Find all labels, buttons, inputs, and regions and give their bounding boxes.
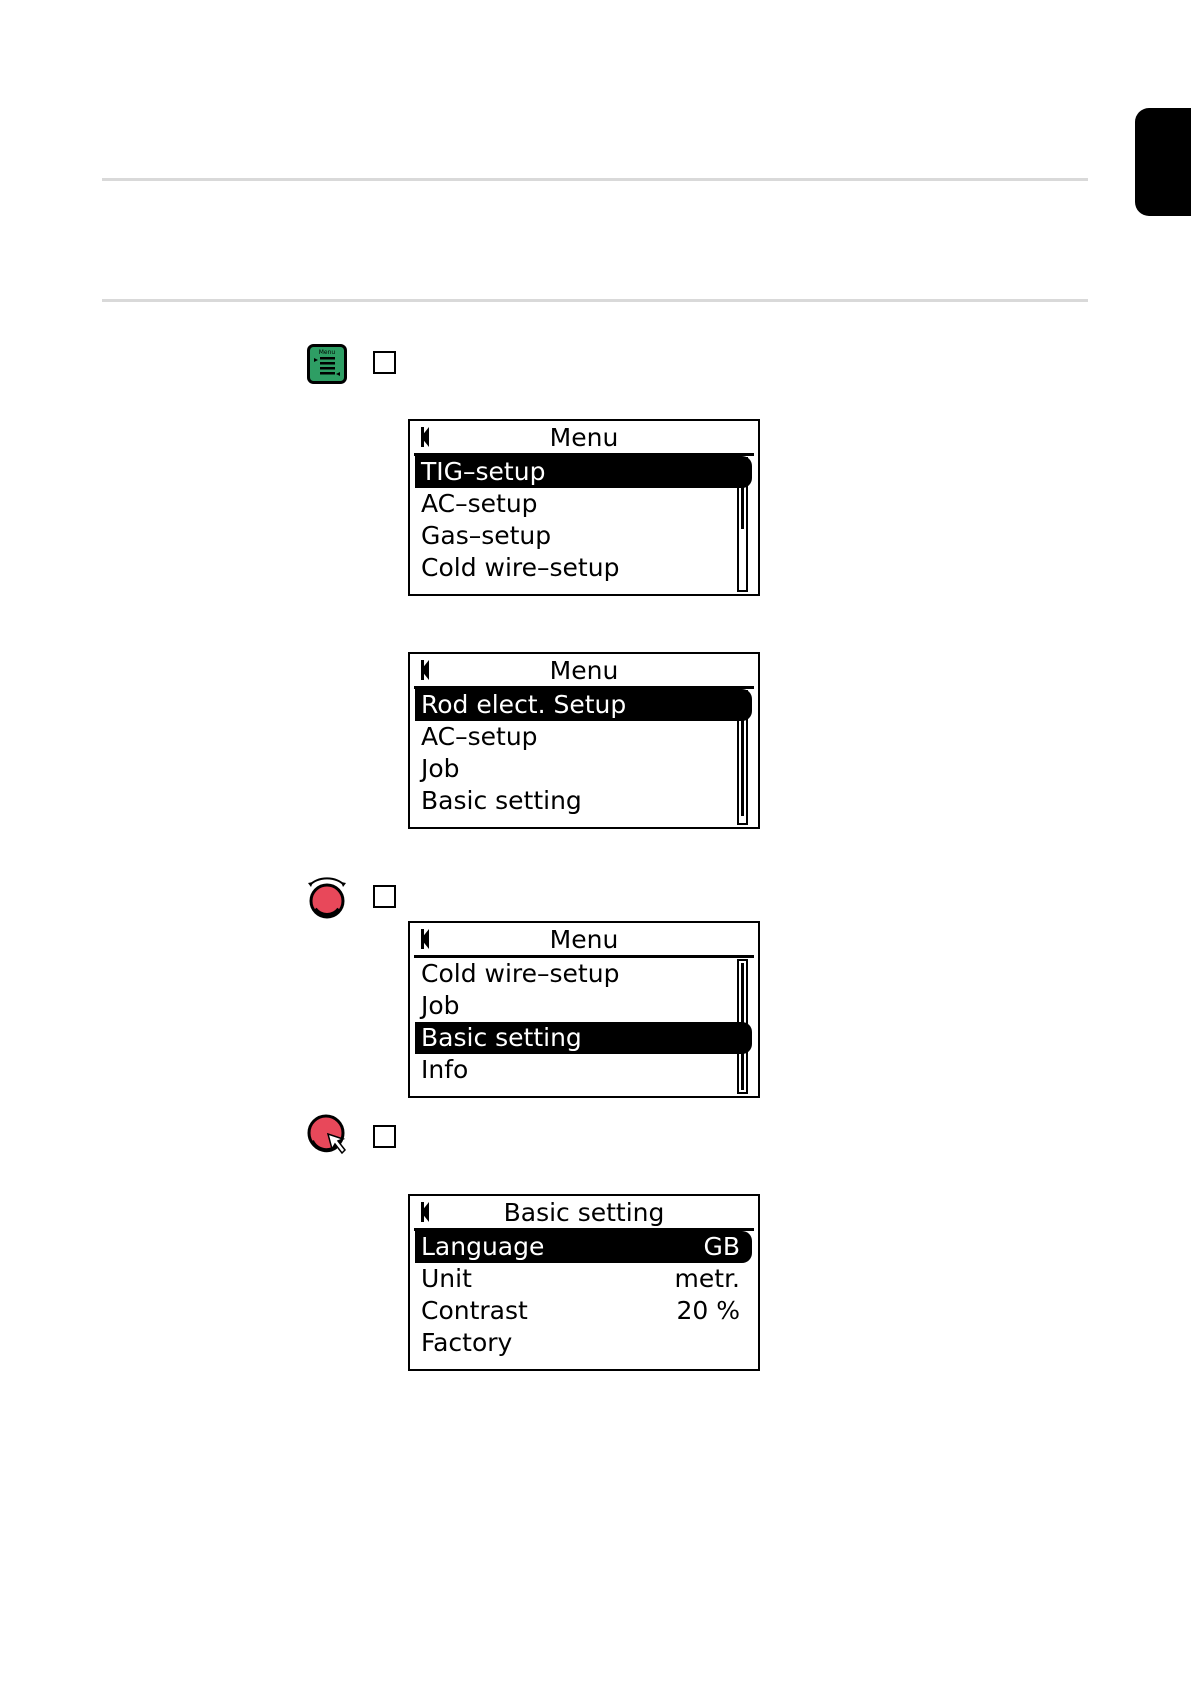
setting-row xyxy=(415,1263,752,1295)
setting-label: Contrast xyxy=(421,1296,528,1325)
screen-title: Menu xyxy=(549,656,619,685)
scroll-thumb xyxy=(741,963,744,1090)
menu-item: Job xyxy=(421,991,460,1020)
setting-row xyxy=(415,1295,752,1327)
display-screen-menu-2 xyxy=(408,652,760,829)
step-checkbox-3 xyxy=(373,1125,396,1148)
menu-item: TIG–setup xyxy=(415,456,752,488)
setting-value: metr. xyxy=(674,1264,740,1293)
scroll-thumb xyxy=(741,694,744,816)
display-screen-menu-1 xyxy=(408,419,760,596)
chapter-tab xyxy=(1135,108,1191,216)
display-screen-basic-setting xyxy=(408,1194,760,1371)
setting-label: Unit xyxy=(421,1264,472,1293)
menu-item: Info xyxy=(421,1055,469,1084)
scrollbar xyxy=(737,457,748,592)
menu-item: Basic setting xyxy=(421,786,582,815)
setting-label: Factory xyxy=(421,1328,513,1357)
menu-item: Job xyxy=(421,754,460,783)
press-knob-icon xyxy=(306,1113,352,1159)
screen-title: Menu xyxy=(549,423,619,452)
header-rule-bottom xyxy=(102,299,1088,302)
menu-button-icon xyxy=(307,344,347,384)
turn-knob-icon xyxy=(304,873,350,919)
menu-item: Rod elect. Setup xyxy=(415,689,752,721)
setting-row xyxy=(415,1231,752,1263)
menu-item: Gas–setup xyxy=(421,521,552,550)
setting-row xyxy=(415,1327,752,1359)
menu-icon-label: Menu xyxy=(318,349,336,356)
menu-item: Cold wire–setup xyxy=(421,959,620,988)
step-checkbox-1 xyxy=(373,351,396,374)
setting-value: GB xyxy=(703,1232,740,1261)
header-rule-top xyxy=(102,178,1088,181)
scroll-thumb xyxy=(741,461,744,529)
menu-item: Cold wire–setup xyxy=(421,553,620,582)
menu-item: AC–setup xyxy=(421,722,538,751)
step-checkbox-2 xyxy=(373,885,396,908)
scrollbar xyxy=(737,690,748,825)
setting-label: Language xyxy=(421,1232,545,1261)
setting-value: 20 % xyxy=(676,1296,740,1325)
screen-title: Menu xyxy=(549,925,619,954)
screen-title: Basic setting xyxy=(503,1198,665,1227)
display-screen-menu-3 xyxy=(408,921,760,1098)
menu-item: AC–setup xyxy=(421,489,538,518)
scrollbar xyxy=(737,959,748,1094)
menu-item: Basic setting xyxy=(415,1022,752,1054)
